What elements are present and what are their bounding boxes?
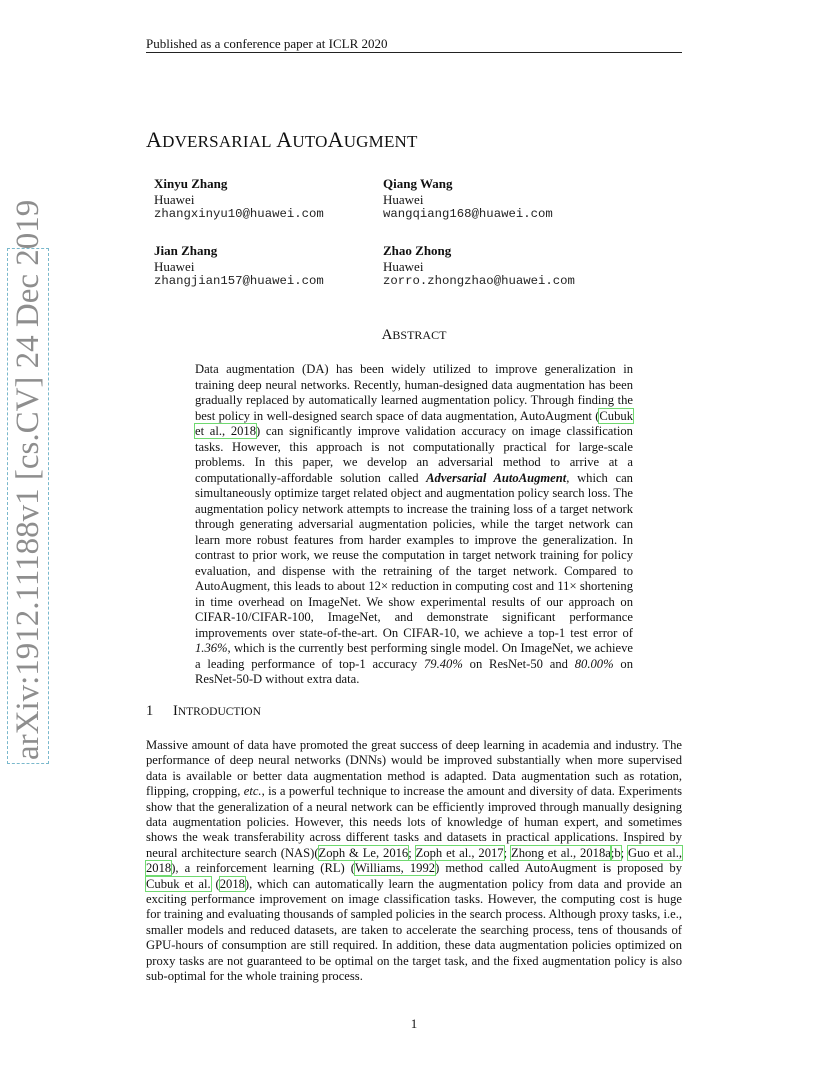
abstract-text-part: ) can significantly improve validation accuracy on image classification tasks. However, this approach is not computationally practical for large-scale problems. In this paper, we develop an adversarial method to arrive at a computationally-affordable solution called: [195, 424, 633, 485]
running-header: Published as a conference paper at ICLR 2020: [146, 36, 388, 51]
intro-text-part: ;: [620, 845, 629, 860]
intro-text-part: (: [210, 876, 220, 891]
citation-link[interactable]: Zoph & Le, 2016: [318, 845, 409, 860]
intro-text-part: , is a powerful technique to increase the amount and diversity of data. Experiments show that the generalization of a neural network can be efficiently improved through manually designing data augmentation policies. However, this needs lots of knowledge of human expert, and sometimes shows the weak transferability across different tasks and datasets in practical applications. Inspired by neural architecture search (NAS)(: [146, 784, 682, 860]
section-number: 1: [146, 703, 154, 719]
intro-text-part: etc.: [243, 784, 262, 799]
title-rest-2: UTO: [292, 132, 328, 151]
citation-link[interactable]: Zhong et al., 2018a: [511, 845, 611, 860]
author-block: [383, 243, 575, 290]
intro-text-part: ), which can automatically learn the augmentation policy from data and provide an exciting performance improvement on image classification tasks. However, the computing cost is huge for training and evaluating thousands of sampled policies in the search process. Although proxy tasks, i.e., smaller models and reduced datasets, are taken to accelerate the searching process, tens of thousands of GPU-hours of consumption are still required. In addition, these data augmentation policies optimized on proxy tasks are not guaranteed to be optimal on the target task, and the fixed augmentation policy is also sub-optimal for the whole training process.: [146, 876, 682, 984]
introduction-text: [146, 738, 682, 985]
section-heading-introduction: [146, 703, 261, 720]
author-block: [154, 176, 324, 223]
section-title-rest: NTRODUCTION: [177, 706, 261, 718]
author-email[interactable]: wangqiang168@huawei.com: [383, 207, 553, 221]
author-name: Jian Zhang: [154, 243, 218, 258]
author-email[interactable]: zorro.zhongzhao@huawei.com: [383, 274, 575, 288]
intro-text-part: ;: [503, 845, 511, 860]
abstract-text-part: , which can simultaneously optimize target related object and augmentation policy search loss. The augmentation policy network attempts to increase the training loss of a target network through generating adversarial augmentation policies, while the target network can learn more robust features from harder examples to improve the generalization. In contrast to prior work, we reuse the computation in target network training for policy evaluation, and dispense with the retraining of the target network. Compared to AutoAugment, this leads to about 12× reduction in computing cost and 11× shortening in time overhead on ImageNet. We show experimental results of our approach on CIFAR-10/CIFAR-100, ImageNet, and demonstrate significant performance improvements over state-of-the-art. On CIFAR-10, we achieve a top-1 test error of: [195, 470, 633, 640]
title-rest-3: UGMENT: [343, 132, 418, 151]
citation-link[interactable]: 2018: [219, 876, 245, 891]
method-name: Adversarial AutoAugment: [426, 470, 567, 485]
arxiv-identifier-text[interactable]: arXiv:1912.11188v1 [cs.CV] 24 Dec 2019: [10, 199, 46, 760]
author-name: Qiang Wang: [383, 176, 453, 191]
title-initial-1: A: [146, 127, 163, 152]
citation-link[interactable]: Williams, 1992: [355, 861, 436, 876]
intro-text-part: ;: [408, 845, 416, 860]
header-rule: [146, 52, 682, 53]
author-affiliation: Huawei: [383, 258, 424, 274]
result-value: 80.00%: [574, 656, 614, 671]
citation-link[interactable]: Zoph et al., 2017: [415, 845, 504, 860]
author-affiliation: Huawei: [154, 191, 195, 207]
arxiv-link-box: [7, 248, 49, 764]
page-number: 1: [410, 1016, 418, 1031]
abstract-heading: [0, 327, 828, 344]
author-affiliation: Huawei: [383, 191, 424, 207]
author-block: [383, 176, 553, 223]
author-name: Xinyu Zhang: [154, 176, 228, 191]
intro-text-part: Massive amount of data have promoted the great success of deep learning in academia and industry. The performance of deep neural networks (DNNs) would be improved substantially when more supervised data is available or better data augmentation method is adapted. Data augmentation such as rotation, flipping, cropping,: [146, 738, 682, 799]
citation-link[interactable]: Cubuk et al.: [146, 876, 211, 891]
author-name: Zhao Zhong: [383, 243, 452, 258]
author-email[interactable]: zhangxinyu10@huawei.com: [154, 207, 324, 221]
abstract-text-part: , which is the currently best performing single model. On ImageNet, we achieve a leading performance of top-1 accuracy: [195, 641, 633, 671]
citation-link[interactable]: Guo et al., 2018: [146, 845, 682, 876]
author-affiliation: Huawei: [154, 258, 195, 274]
title-initial-3: A: [327, 127, 344, 152]
citation-link[interactable]: Cubuk et al., 2018: [195, 408, 633, 438]
result-value: 1.36%: [195, 641, 228, 655]
result-value: 79.40%: [424, 656, 463, 671]
author-block: [154, 243, 324, 290]
section-title-initial: I: [173, 703, 178, 719]
intro-text-part: ) method called AutoAugment is proposed by: [435, 861, 682, 876]
abstract-text-part: on ResNet-50-D without extra data.: [195, 656, 633, 686]
title-initial-2: A: [276, 127, 293, 152]
abstract-text: [195, 362, 633, 688]
paper-title: [146, 127, 418, 153]
intro-text-part: ), a reinforcement learning (RL) (: [171, 861, 355, 876]
abstract-text-part: on ResNet-50 and: [462, 656, 575, 671]
abstract-text-part: Data augmentation (DA) has been widely utilized to improve generalization in training deep neural networks. Recently, human-designed data augmentation has been gradually replaced by automatically learned augmentation policy. Through finding the best policy in well-designed search space of data augmentation, AutoAugment (: [195, 362, 633, 423]
arxiv-identifier-stamp[interactable]: [3, 199, 53, 760]
abstract-heading-initial: A: [381, 327, 393, 343]
title-rest-1: DVERSARIAL: [162, 132, 272, 151]
citation-link[interactable]: ;b: [610, 845, 621, 860]
abstract-heading-rest: BSTRACT: [392, 328, 447, 342]
author-email[interactable]: zhangjian157@huawei.com: [154, 274, 324, 288]
